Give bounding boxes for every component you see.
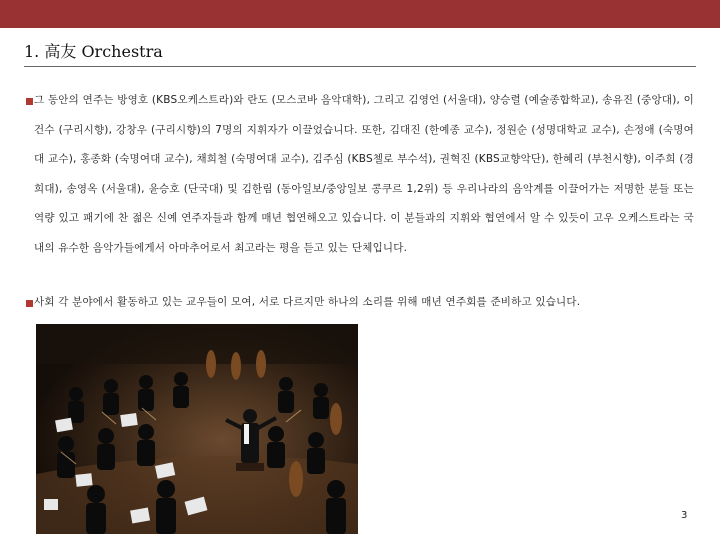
slide-title: 1. 高友 Orchestra [24, 42, 163, 61]
orchestra-photo [36, 324, 358, 534]
page-number: 3 [681, 510, 688, 521]
second-paragraph: 사회 각 분야에서 활동하고 있는 교우들이 모여, 서로 다르지만 하나의 소리를 위해 매년 연주회를 준비하고 있습니다. [34, 296, 581, 308]
header-band [0, 0, 720, 28]
title-divider [24, 66, 696, 67]
bullet-square-icon [26, 98, 33, 105]
bullet-square-icon [26, 300, 33, 307]
intro-paragraph: 그 동안의 연주는 방영호 (KBS오케스트라)와 란도 (모스코바 음악대학), 그리고 김영언 (서울대), 양승렬 (예술종합학교), 송유진 (중앙대), 이건수 (구리시향), 강창우 (구리시향)의 7명의 지휘자가 이끌었습니다. 또한, 김대진 (한예종 교수), 정원순 (성명대학교 교수), 손정애 (숙명여대 교수), 홍종화 (숙명여대 교수), 채희철 (숙명여대 교수), 김주심 (KBS첼로 부수석), 권혁진 (KBS교향악단), 한혜리 (부천시향), 이주희 (경희대), 송영옥 (서울대), 윤승호 (단국대) 및 김한림 (동아일보/중앙일보 콩쿠르 1,2위) 등 우리나라의 음악계를 이끌어가는 저명한 분들 또는 역량 있고 패기에 찬 젊은 신예 연주자들과 함께 매년 협연해오고 있습니다. 이 분들과의 지휘와 협연에서 알 수 있듯이 고우 오케스트라는 국내의 유수한 음악가들에게서 아마추어로서 최고라는 평을 듣고 있는 단체입니다. [34, 94, 694, 254]
